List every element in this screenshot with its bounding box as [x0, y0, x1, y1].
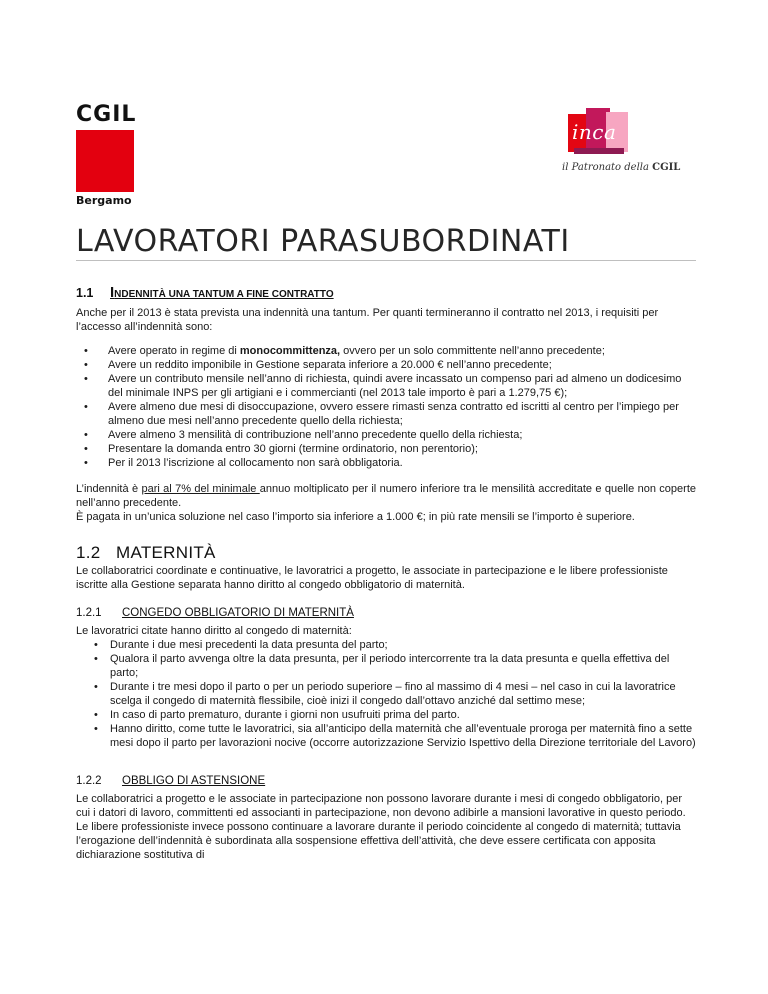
list-item: • Durante i tre mesi dopo il parto o per un periodo superiore – fino al massimo di 4 mesi – nel caso in cui la lavoratrice scelga il congedo di maternità flessibile, cioè inizi il congedo dall’ottavo anziché dal settimo mese;	[94, 681, 676, 707]
list-item: • Avere almeno due mesi di disoccupazione, ovvero essere rimasti senza contratto ed iscritti al centro per l’impiego per almeno due mesi nell’anno precedente quello della richiesta;	[84, 401, 679, 427]
section-1-1-paragraph-payment: È pagata in un’unica soluzione nel caso l’importo sia inferiore a 1.000 €; in più rate mensili se l’importo è superiore.	[76, 511, 635, 523]
inca-logo	[562, 108, 692, 173]
list-item: • Hanno diritto, come tutte le lavoratrici, sia all’anticipo della maternità che all’eventuale proroga per maternità fino a sette mesi dopo il parto per lavorazioni nocive (occorre autorizzazione Servizio Ispettivo della Direzione territoriale del Lavoro)	[94, 723, 696, 749]
list-item: • Avere un reddito imponibile in Gestione separata inferiore a 20.000 € nell’anno precedente;	[84, 359, 552, 371]
list-item: • Avere operato in regime di monocommittenza, ovvero per un solo committente nell’anno precedente;	[84, 345, 605, 357]
list-item: • Qualora il parto avvenga oltre la data presunta, per il periodo intercorrente tra la data presunta e quella effettiva del parto;	[94, 653, 670, 679]
section-1-1-intro: Anche per il 2013 è stata prevista una indennità una tantum. Per quanti termineranno il contratto nel 2013, i requisiti per l’accesso all’indennità sono:	[76, 307, 659, 333]
cgil-logo-word: CGIL	[76, 102, 137, 127]
section-1-2-heading: 1.2 MATERNITÀ	[76, 543, 216, 562]
title-divider	[76, 260, 696, 261]
section-1-2-1-list	[76, 638, 696, 750]
section-1-2-1-intro: Le lavoratrici citate hanno diritto al congedo di maternità:	[76, 625, 352, 637]
inca-logo-mark	[568, 108, 630, 156]
section-1-2-1-heading: 1.2.1 CONGEDO OBBLIGATORIO DI MATERNITÀ	[76, 607, 354, 619]
cgil-logo	[76, 104, 148, 207]
list-item: • Presentare la domanda entro 30 giorni (termine ordinatorio, non perentorio);	[84, 443, 478, 455]
cgil-logo-red-block	[76, 130, 134, 192]
list-item: • Avere un contributo mensile nell’anno di richiesta, quindi avere incassato un compenso pari ad almeno un dodicesimo del minimale INPS per gli artigiani e i commercianti (nel 2013 tale importo è pari a 1.279,75 €);	[84, 373, 682, 399]
list-item: • Durante i due mesi precedenti la data presunta del parto;	[94, 639, 388, 651]
list-item: • Avere almeno 3 mensilità di contribuzione nell’anno precedente quello della richiesta;	[84, 429, 523, 441]
inca-logo-tagline: il Patronato della CGIL	[562, 162, 681, 173]
section-1-2-2-body: Le collaboratrici a progetto e le associate in partecipazione non possono lavorare durante i mesi di congedo obbligatorio, per cui i datori di lavoro, committenti ed associanti in partecipazione, non devono adibirle a mansioni lavorative in questo periodo. Le libere professioniste invece possono continuare a lavorare durante il periodo coincidente al congedo di maternità; tuttavia l’erogazione dell’indennità è subordinata alla sospensione effettiva dell’attività, che deve essere certificata con apposita dichiarazione sostitutiva di	[76, 793, 686, 861]
document-body	[76, 286, 696, 862]
list-item: • Per il 2013 l’iscrizione al collocamento non sarà obbligatoria.	[84, 457, 403, 469]
list-item: • In caso di parto prematuro, durante i giorni non usufruiti prima del parto.	[94, 709, 460, 721]
document-title: LAVORATORI PARASUBORDINATI	[76, 224, 570, 259]
inca-logo-word: inca	[572, 120, 617, 144]
section-1-2-2-heading: 1.2.2 OBBLIGO DI ASTENSIONE	[76, 775, 266, 787]
section-1-1-requirements-list	[76, 344, 696, 470]
section-1-2-intro: Le collaboratrici coordinate e continuative, le lavoratrici a progetto, le associate in partecipazione e le libere professioniste iscritte alla Gestione separata hanno diritto al congedo obbligatorio di maternità.	[76, 565, 668, 591]
section-1-1-heading: 1.1 INDENNITÀ UNA TANTUM A FINE CONTRATTO	[76, 284, 334, 301]
section-1-1-paragraph-amount: L’indennità è pari al 7% del minimale annuo moltiplicato per il numero inferiore tra le mensilità accreditate e quelle non coperte nell’anno precedente.	[76, 483, 696, 509]
cgil-logo-city: Bergamo	[76, 194, 132, 207]
